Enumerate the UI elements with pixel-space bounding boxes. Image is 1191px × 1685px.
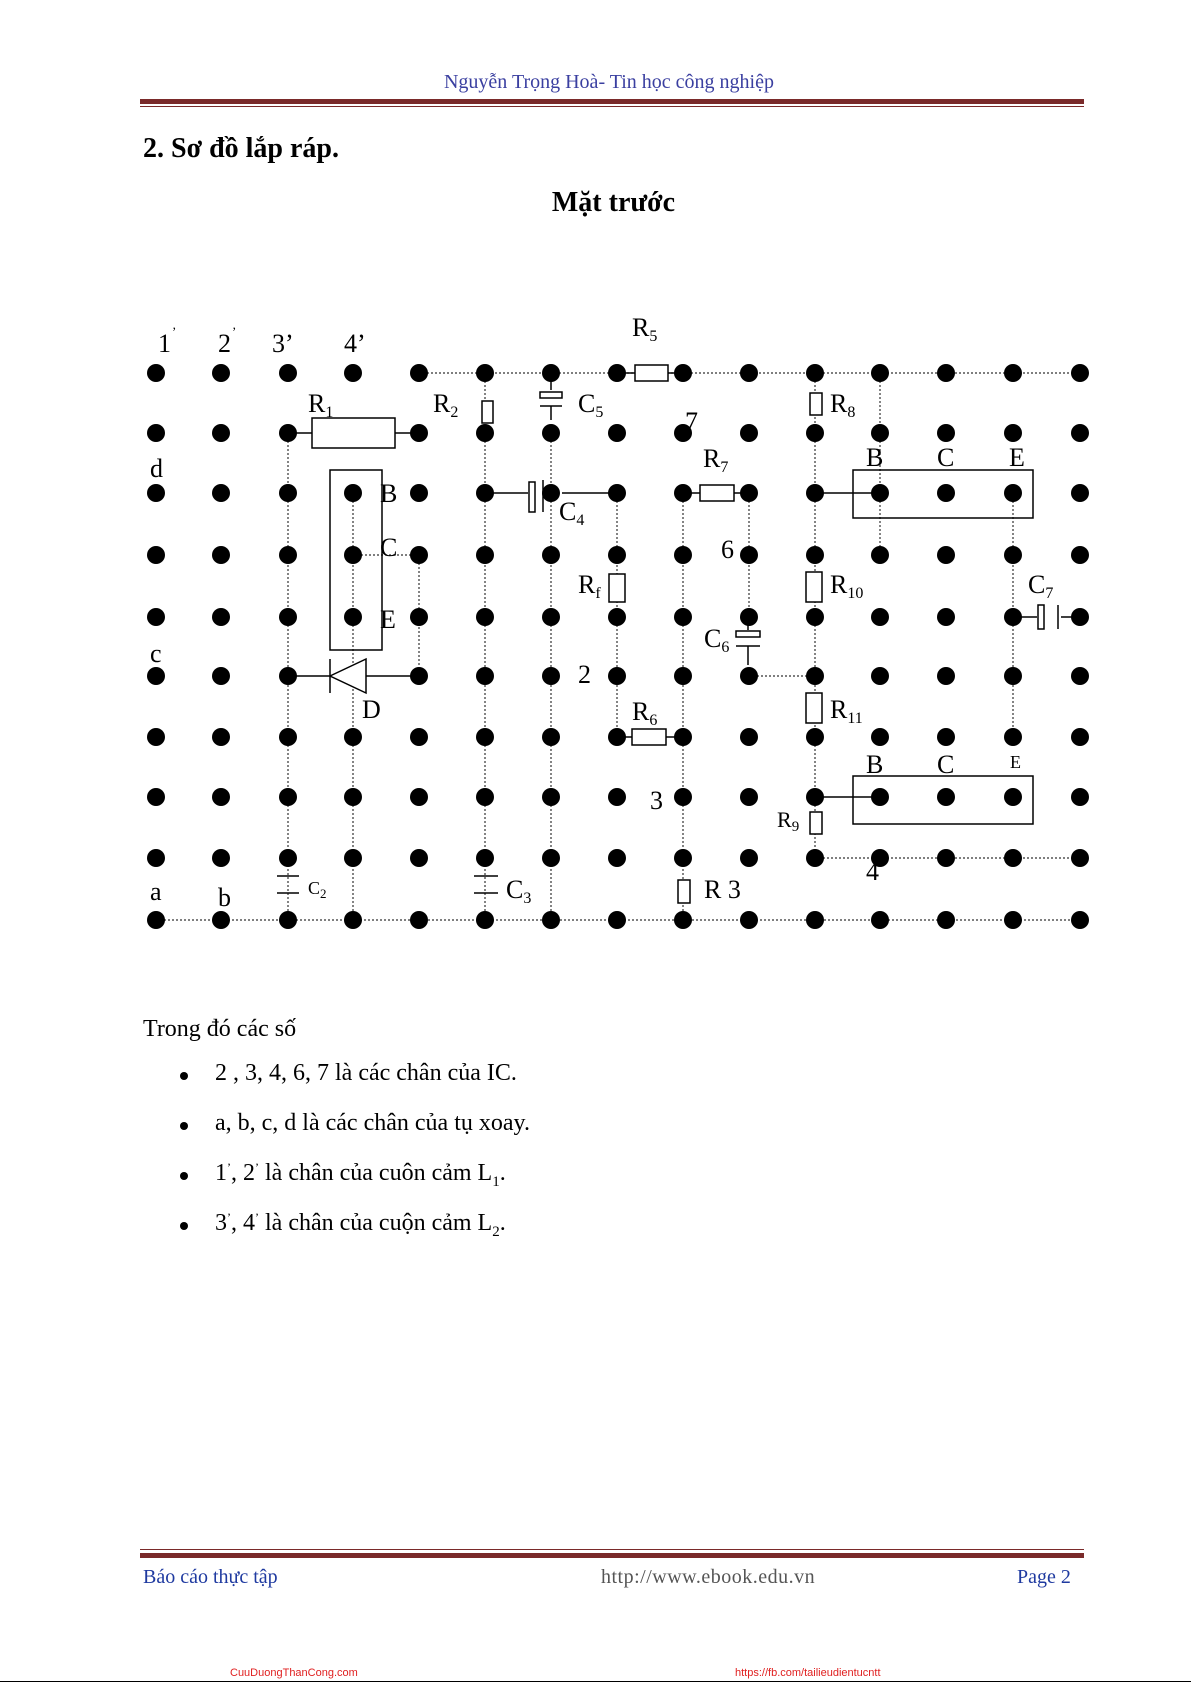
page-number: Page 2 [1017,1566,1071,1588]
grid-dot [1071,364,1089,382]
label-ic-4: 4 [866,857,879,886]
footer-url[interactable]: http://www.ebook.edu.vn [601,1566,816,1588]
grid-dot [608,849,626,867]
label-c2: C [308,878,321,898]
grid-dot [344,728,362,746]
resistor-r1 [288,418,419,448]
label-c3: C [506,875,524,904]
grid-dot [937,424,955,442]
label-r5-sub: 5 [649,328,658,345]
label-r8-sub: 8 [847,404,856,421]
label-pin-3: 3’ [272,329,294,358]
grid-dot [608,424,626,442]
grid-dot [806,608,824,626]
label-d: d [150,454,163,483]
label-r11: R [830,695,848,724]
resistor-r2 [482,401,493,423]
diode-d [330,659,366,693]
svg-text:R8 [830,389,855,421]
grid-dot [542,849,560,867]
grid-dot [542,484,560,502]
grid-dot [279,608,297,626]
svg-text:R7 [703,444,728,476]
svg-text:R9 [777,807,799,835]
label-rf: R [578,570,596,599]
svg-text:R2 [433,389,458,421]
label-r2-sub: 2 [450,404,459,421]
label-r7: R [703,444,721,473]
grid-dot [1071,424,1089,442]
label-pin-e: E [1009,443,1025,472]
svg-text:C5 [578,389,603,421]
footer-rule [140,1553,1084,1558]
label-ic-7: 7 [685,407,698,436]
svg-text:C4 [559,497,584,529]
label-diode: D [362,695,381,724]
svg-text:R6 [632,697,657,729]
label-pin-e: E [380,605,396,634]
label-r10: R [830,570,848,599]
grid-dot [937,667,955,685]
label-pin-b: B [866,443,884,472]
grid-dot [871,667,889,685]
grid-dot [147,911,165,929]
grid-dot [937,364,955,382]
grid-dot [147,546,165,564]
svg-text:R5 [632,313,657,345]
grid-dot [740,608,758,626]
label-rf-sub: f [595,585,601,602]
grid-dot [740,788,758,806]
grid-dot [1004,484,1022,502]
grid-dot [1004,849,1022,867]
grid-dot [740,364,758,382]
label-pin-c: C [937,750,955,779]
grid-dot [542,911,560,929]
grid-dot [937,728,955,746]
label-c3-sub: 3 [523,890,532,907]
label-r9-sub: 9 [791,819,800,835]
svg-text:C3 [506,875,531,907]
grid-dot [740,728,758,746]
grid-dot [344,608,362,626]
intro-text: Trong đó các số [143,1016,297,1042]
grid-dot [937,911,955,929]
resistor-r7 [683,485,750,501]
diagram-title: Mặt trước [551,187,676,218]
label-r1: R [308,389,326,418]
grid-dot [937,484,955,502]
label-pin-c: C [380,533,398,562]
svg-text:Rf [578,570,601,602]
label-pin-1: 1 [158,329,171,358]
grid-dot [806,424,824,442]
grid-dot [410,484,428,502]
grid-dot [806,911,824,929]
grid-dot [476,546,494,564]
grid-dot [608,911,626,929]
grid-dot [279,728,297,746]
grid-dot [344,546,362,564]
svg-text:C7 [1028,570,1053,602]
grid-dot [1004,667,1022,685]
label-c5: C [578,389,596,418]
grid-dot [740,667,758,685]
section-heading: 2. Sơ đồ lắp ráp. [143,133,339,164]
grid-dot [542,667,560,685]
grid-dot [542,728,560,746]
label-c6-sub: 6 [721,639,730,656]
grid-dot [147,788,165,806]
grid-dot [937,849,955,867]
grid-dot [410,728,428,746]
grid-dot [740,911,758,929]
grid-dot [871,364,889,382]
grid-dot [147,667,165,685]
svg-text:R10 [830,570,863,602]
page-header: Nguyễn Trọng Hoà- Tin học công nghiệp [443,71,774,93]
grid-dot [740,546,758,564]
grid-dot [147,484,165,502]
label-a: a [150,877,162,906]
grid-dot [806,728,824,746]
grid-dot [806,364,824,382]
grid-dot [542,424,560,442]
grid-dot [476,911,494,929]
label-c4: C [559,497,577,526]
grid-dot [212,546,230,564]
watermark-right: https://fb.com/tailieudientucntt [735,1667,881,1679]
resistor-r11 [806,693,822,723]
list-item: 2 , 3, 4, 6, 7 là các chân của IC. [163,1060,530,1110]
grid-dot [476,364,494,382]
label-r1-sub: 1 [325,404,334,421]
grid-dot [344,911,362,929]
grid-dot [147,364,165,382]
prime-mark: ’ [232,324,237,339]
grid-dot [937,788,955,806]
grid-dot [871,424,889,442]
label-r6: R [632,697,650,726]
grid-dot [147,424,165,442]
list-item: a, b, c, d là các chân của tụ xoay. [163,1110,530,1160]
grid-dot [1071,849,1089,867]
grid-dot [344,788,362,806]
label-r8: R [830,389,848,418]
svg-text:C6 [704,624,729,656]
grid-dot [542,608,560,626]
grid-dot [674,788,692,806]
list-item: 3’, 4’ là chân của cuộn cảm $L_2$. [163,1210,530,1260]
grid-dot [212,424,230,442]
resistor-rf [609,574,625,602]
grid-dot [674,849,692,867]
grid-dot [344,364,362,382]
grid-dot [410,608,428,626]
grid-dot [410,546,428,564]
label-r6-sub: 6 [649,712,658,729]
resistor-r8 [810,393,822,415]
grid-dot [608,788,626,806]
grid-dot [212,608,230,626]
label-r11-sub: 11 [847,710,863,727]
label-c4-sub: 4 [576,512,585,529]
grid-dot [476,849,494,867]
bullet-icon [180,1122,188,1130]
grid-dot [1071,788,1089,806]
label-r3: R 3 [704,875,741,904]
grid-dot [871,728,889,746]
label-c2-sub: 2 [320,886,327,901]
grid-dot [542,546,560,564]
capacitor-c4 [529,480,543,512]
grid-dot [1071,484,1089,502]
grid-dot [476,667,494,685]
grid-dot [476,424,494,442]
bullet-icon [180,1172,188,1180]
footer-rule-thin [140,1549,1084,1550]
grid-dot [344,484,362,502]
label-ic-2: 2 [578,660,591,689]
grid-dot [871,911,889,929]
grid-dot [279,546,297,564]
label-ic-6: 6 [721,535,734,564]
grid-dot [608,667,626,685]
grid-dot [937,608,955,626]
capacitor-c3 [474,876,498,893]
pin-legend-list [163,1060,530,1260]
grid-dot [410,364,428,382]
grid-dot [806,849,824,867]
grid-dot [1004,364,1022,382]
grid-dot [806,667,824,685]
svg-text:C2 [308,878,327,901]
grid-dot [212,728,230,746]
grid-dot [476,728,494,746]
grid-dot [1004,728,1022,746]
label-c7: C [1028,570,1046,599]
grid-dot [674,546,692,564]
capacitor-c7 [1038,605,1058,629]
list-item: 1’, 2’ là chân của cuôn cảm $L_1$. [163,1160,530,1210]
grid-dot [1004,788,1022,806]
label-c: c [150,639,162,668]
label-r9: R [777,807,792,832]
label-pin-2: 2 [218,329,231,358]
grid-dot [1071,911,1089,929]
grid-dot [279,788,297,806]
grid-dot [279,364,297,382]
grid-dot [279,911,297,929]
grid-dot [1004,424,1022,442]
resistor-r6 [618,729,683,745]
grid-dot [279,484,297,502]
watermark-left: CuuDuongThanCong.com [230,1667,358,1679]
grid-dot [674,608,692,626]
resistor-r3 [678,880,690,903]
grid-dot [871,608,889,626]
grid-dot [147,728,165,746]
label-pin-c: C [937,443,955,472]
grid-dot [410,788,428,806]
grid-dot [476,608,494,626]
label-c7-sub: 7 [1045,585,1054,602]
label-pin-b: B [866,750,884,779]
label-pin-4: 4’ [344,329,366,358]
grid-dot [740,424,758,442]
grid-dot [1004,546,1022,564]
grid-dot [147,608,165,626]
grid-dot [212,667,230,685]
grid-dot [1071,546,1089,564]
label-pin-e: E [1010,752,1021,772]
grid-dot [476,788,494,806]
grid-dot [674,911,692,929]
resistor-r5 [618,365,685,381]
grid-dot [542,788,560,806]
grid-dot [674,667,692,685]
capacitor-c5 [540,373,562,420]
grid-dot [279,849,297,867]
bullet-icon [180,1072,188,1080]
grid-dot [937,546,955,564]
grid-dot [740,849,758,867]
svg-text:R11 [830,695,863,727]
grid-dot [1071,728,1089,746]
label-c6: C [704,624,722,653]
resistor-r9 [810,812,822,834]
label-r5: R [632,313,650,342]
grid-dot [806,546,824,564]
label-r2: R [433,389,451,418]
label-r7-sub: 7 [720,459,729,476]
label-b: b [218,883,231,912]
footer-left: Báo cáo thực tập [143,1566,278,1588]
label-pin-b: B [380,479,398,508]
grid-dot [212,364,230,382]
grid-dot [344,849,362,867]
grid-dot [410,911,428,929]
grid-dot [1004,911,1022,929]
grid-dot [212,849,230,867]
label-c5-sub: 5 [595,404,604,421]
prime-mark: ’ [172,324,177,339]
grid-dot [212,911,230,929]
grid-dot [1071,667,1089,685]
grid-dot [212,788,230,806]
svg-text:R1 [308,389,333,421]
grid-dot [147,849,165,867]
grid-dot [871,546,889,564]
grid-dot [212,484,230,502]
grid-dot [608,608,626,626]
grid-dot [608,546,626,564]
resistor-r10 [806,572,822,602]
label-ic-3: 3 [650,786,663,815]
bullet-icon [180,1222,188,1230]
label-r10-sub: 10 [847,585,864,602]
bottom-rule [0,1681,1191,1682]
grid-dot [410,849,428,867]
